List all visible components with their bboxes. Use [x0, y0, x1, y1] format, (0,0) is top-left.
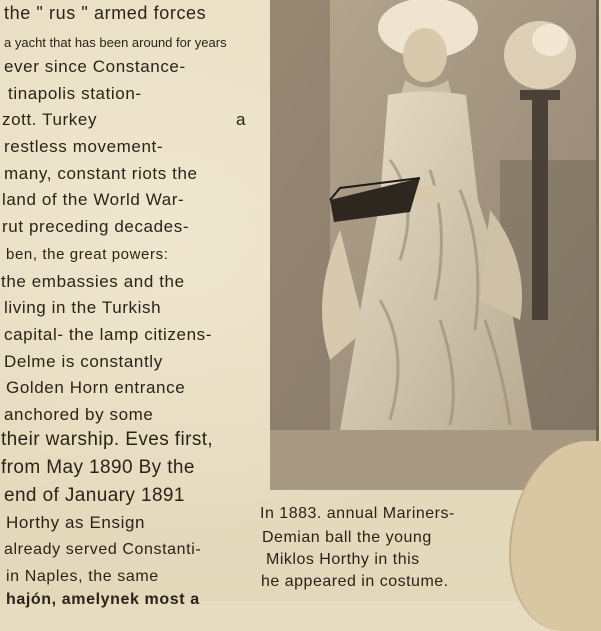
- article-line: the embassies and the: [1, 272, 185, 291]
- article-line: already served Constanti-: [4, 541, 202, 558]
- article-line: end of January 1891: [4, 485, 185, 506]
- article-line: a: [236, 110, 247, 129]
- article-line: anchored by some: [4, 405, 154, 424]
- article-line: their warship. Eves first,: [1, 429, 214, 450]
- article-line: land of the World War-: [2, 190, 185, 209]
- article-line: a yacht that has been around for years: [4, 35, 227, 50]
- article-line: in Naples, the same: [6, 568, 159, 585]
- article-line: Golden Horn entrance: [6, 378, 186, 397]
- article-line: living in the Turkish: [4, 298, 162, 317]
- article-line: restless movement-: [4, 137, 164, 156]
- article-line: rut preceding decades-: [2, 217, 190, 236]
- caption-line: he appeared in costume.: [261, 573, 449, 590]
- article-line: hajón, amelynek most a: [6, 591, 200, 608]
- article-line: the " rus " armed forces: [4, 3, 207, 23]
- article-line: from May 1890 By the: [1, 457, 195, 478]
- caption-line: Miklos Horthy in this: [266, 551, 420, 568]
- article-line: many, constant riots the: [4, 164, 198, 183]
- article-line: capital- the lamp citizens-: [4, 325, 212, 344]
- caption-line: Demian ball the young: [262, 529, 432, 546]
- article-column: [0, 0, 262, 608]
- article-line: Horthy as Ensign: [6, 513, 146, 532]
- woman-in-costume-photo: [270, 0, 599, 490]
- article-line: tinapolis station-: [8, 84, 142, 103]
- article-line: ever since Constance-: [4, 57, 186, 76]
- article-line: ben, the great powers:: [6, 246, 169, 263]
- photo-illustration: [270, 0, 596, 490]
- caption-line: In 1883. annual Mariners-: [260, 505, 455, 522]
- article-line: zott. Turkey: [2, 110, 98, 129]
- article-line: Delme is constantly: [4, 352, 163, 371]
